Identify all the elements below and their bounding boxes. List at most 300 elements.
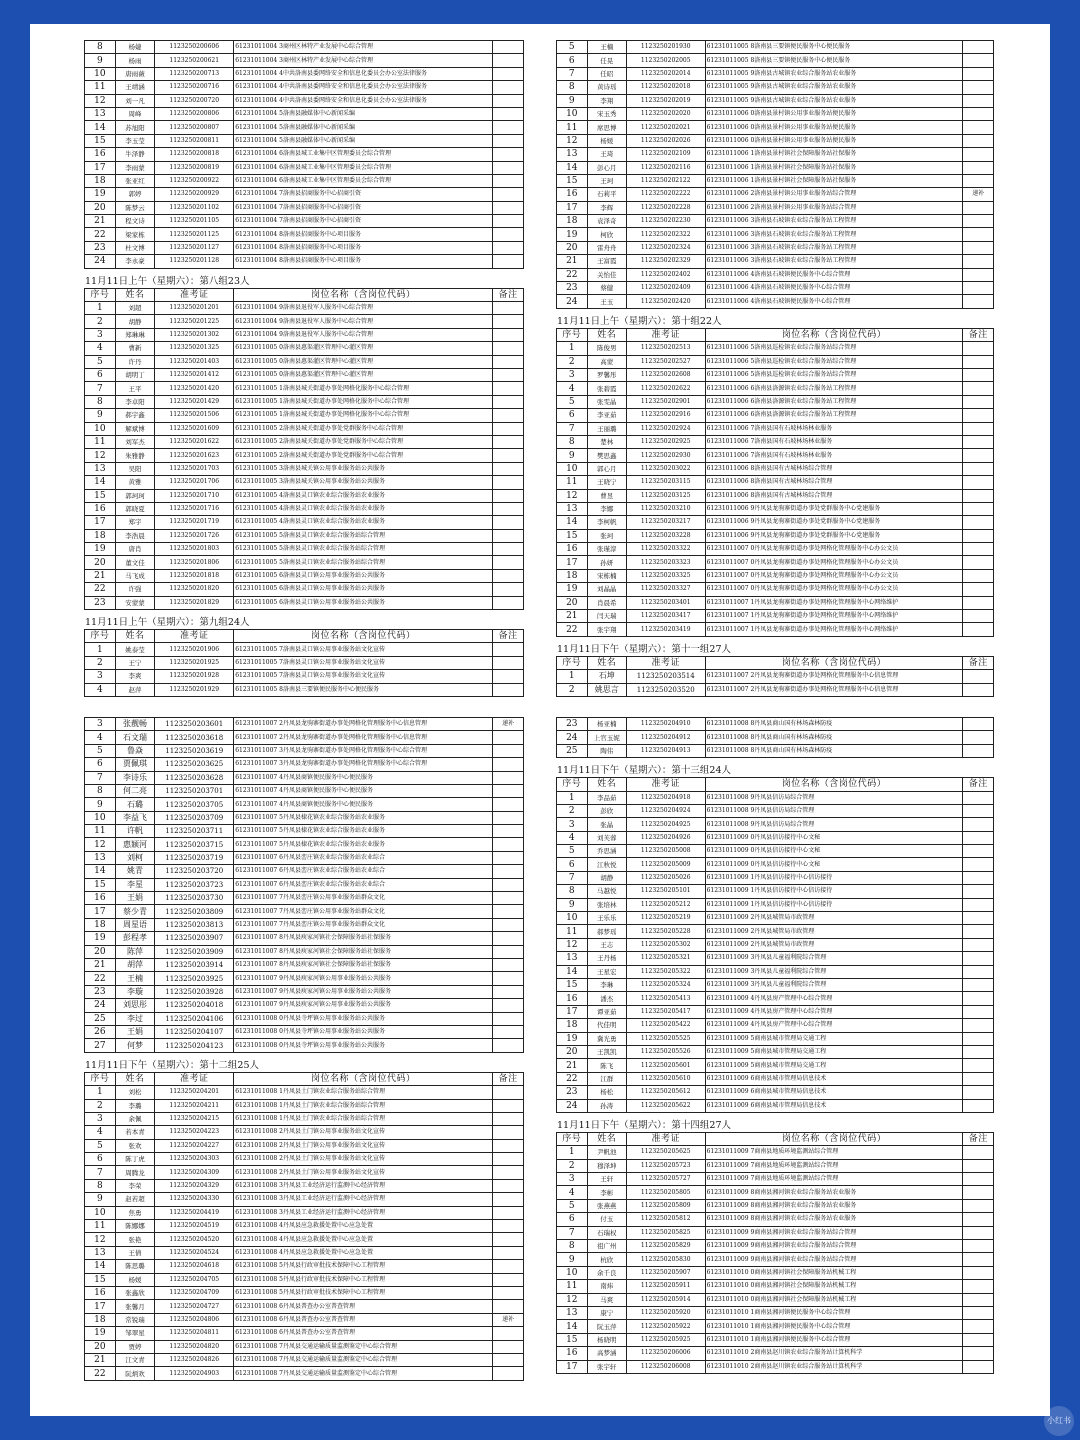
table-row: [557, 1213, 994, 1226]
table-row: [557, 845, 994, 858]
position-name: 61231011008 0丹凤县寺坪镇公用事业服务站公共服务: [234, 1039, 493, 1052]
position-name: 61231011010 0商南县湘河镇社会保障服务站机械工程: [705, 1266, 963, 1279]
position-name: 61231011008 2丹凤县土门镇公用事业服务站文化宣传: [234, 1166, 493, 1179]
exam-ticket-id: 1123250204913: [626, 744, 705, 757]
row-number: 10: [85, 422, 116, 435]
position-name: 61231011005 6洛南县灵口镇公用事业服务站公共服务: [234, 583, 493, 596]
exam-ticket-id: 1123250205622: [626, 1099, 705, 1112]
remark: [963, 228, 994, 241]
candidate-name: 姚泰莹: [115, 643, 155, 656]
row-number: 22: [85, 1367, 116, 1380]
remark: [493, 516, 524, 529]
remark: [963, 1045, 994, 1058]
exam-ticket-id: 1123250201726: [155, 529, 234, 542]
group-title: 11月11日上午（星期六）：第九组24人: [85, 617, 250, 629]
candidate-name: 贾佩琪: [115, 758, 155, 771]
remark: [493, 228, 524, 241]
row-number: 20: [85, 945, 116, 958]
table-row: [85, 771, 524, 784]
exam-ticket-id: 1123250202018: [626, 81, 705, 94]
candidate-name: 郝梦瑶: [587, 925, 626, 938]
exam-ticket-id: 1123250201225: [155, 315, 234, 328]
table-row: [557, 1072, 994, 1085]
position-name: 61231011005 5洛南县灵口镇农业综合服务站综合管理: [234, 529, 493, 542]
remark: [963, 148, 994, 161]
candidate-name: 张欢: [115, 1139, 155, 1152]
exam-ticket-id: 1123250205422: [626, 1019, 705, 1032]
remark: [493, 1112, 524, 1125]
row-number: 21: [557, 1059, 588, 1072]
exam-ticket-id: 1123250202924: [626, 422, 705, 435]
remark: [493, 670, 524, 683]
table-row: [557, 422, 994, 435]
remark: [963, 1019, 994, 1032]
position-name: 61231011006 0洛南县景村镇公用事业服务站便民服务: [705, 121, 963, 134]
remark: [963, 1072, 994, 1085]
position-name: 61231011005 8洛南县三要镇便民服务中心便民服务: [705, 54, 963, 67]
candidate-name: 许帆: [115, 825, 155, 838]
remark: [963, 395, 994, 408]
table-row: [85, 798, 524, 811]
candidate-name: 高蒙: [587, 355, 626, 368]
position-name: 61231011007 8丹凤县庾家河镇社会保障服务站社保服务: [234, 959, 493, 972]
remark: [493, 161, 524, 174]
exam-ticket-id: 1123250203022: [626, 462, 705, 475]
exam-ticket-id: 1123250204912: [626, 731, 705, 744]
remark: 递补: [963, 188, 994, 201]
row-number: 12: [85, 94, 116, 107]
candidate-name: 王倩: [115, 1246, 155, 1259]
candidate-name: 石坤: [587, 670, 626, 683]
row-number: 5: [557, 395, 588, 408]
candidate-name: 姚青: [115, 865, 155, 878]
header-name: 姓名: [115, 288, 155, 301]
remark: [493, 1012, 524, 1025]
exam-ticket-id: 1123250204419: [155, 1206, 234, 1219]
candidate-name: 王珂: [587, 174, 626, 187]
row-number: 21: [557, 255, 588, 268]
remark: [963, 992, 994, 1005]
table-row: [85, 556, 524, 569]
row-number: 13: [557, 502, 588, 515]
exam-ticket-id: 1123250201820: [155, 583, 234, 596]
exam-ticket-id: 1123250200716: [155, 81, 234, 94]
table-row: [557, 1059, 994, 1072]
position-name: 61231011009 9商南县湘河镇农业综合服务站综合管理: [705, 1240, 963, 1253]
remark: [493, 502, 524, 515]
candidate-name: 关怡佳: [587, 268, 626, 281]
remark: [963, 382, 994, 395]
exam-ticket-id: 1123250204303: [155, 1153, 234, 1166]
candidate-name: 刘晶晶: [587, 583, 626, 596]
exam-ticket-id: 1123250202527: [626, 355, 705, 368]
table-row: [557, 121, 994, 134]
row-number: 15: [557, 529, 588, 542]
position-name: 61231011004 6洛南县城工业集中区管理委员会综合管理: [234, 174, 493, 187]
row-number: 21: [85, 569, 116, 582]
row-number: 15: [85, 134, 116, 147]
table-row: [85, 215, 524, 228]
row-number: 14: [557, 161, 588, 174]
remark: [963, 1280, 994, 1293]
row-number: 3: [557, 368, 588, 381]
table-row: [85, 107, 524, 120]
candidate-name: 王志: [587, 938, 626, 951]
table-row: [85, 395, 524, 408]
remark: [493, 148, 524, 161]
exam-ticket-id: 1123250201925: [155, 656, 234, 669]
schedule-table: [556, 717, 994, 758]
table-row: [557, 831, 994, 844]
remark: [963, 623, 994, 636]
exam-ticket-id: 1123250203723: [155, 878, 234, 891]
candidate-name: 杨婕: [115, 41, 155, 54]
exam-ticket-id: 1123250202109: [626, 148, 705, 161]
remark: [963, 1146, 994, 1159]
exam-ticket-id: 1123250200720: [155, 94, 234, 107]
remark: [963, 81, 994, 94]
exam-ticket-id: 1123250205324: [626, 979, 705, 992]
table-row: [85, 784, 524, 797]
exam-ticket-id: 1123250202222: [626, 188, 705, 201]
candidate-name: 陈萍: [115, 945, 155, 958]
exam-ticket-id: 1123250202014: [626, 67, 705, 80]
table-row: [85, 1166, 524, 1179]
exam-ticket-id: 1123250205920: [626, 1306, 705, 1319]
exam-ticket-id: 1123250204330: [155, 1193, 234, 1206]
table-row: [557, 1226, 994, 1239]
schedule-block: [556, 315, 994, 637]
row-number: 11: [557, 1280, 588, 1293]
header-name: 姓名: [587, 778, 626, 791]
position-name: 61231011007 4丹凤县商镇便民服务中心便民服务: [234, 784, 493, 797]
table-row: [85, 838, 524, 851]
table-row: [85, 67, 524, 80]
table-row: [557, 201, 994, 214]
candidate-name: 潘杰: [587, 992, 626, 1005]
table-row: [557, 1159, 994, 1172]
table-row: [557, 992, 994, 1005]
position-name: 61231011007 2丹凤县龙驹寨街道办事处网格化管理服务中心信息管理: [234, 717, 493, 730]
exam-ticket-id: 1123250201719: [155, 516, 234, 529]
remark: [493, 435, 524, 448]
row-number: 18: [85, 529, 116, 542]
exam-ticket-id: 1123250205525: [626, 1032, 705, 1045]
remark: [493, 1193, 524, 1206]
candidate-name: 阮炳欢: [115, 1367, 155, 1380]
remark: [963, 952, 994, 965]
exam-ticket-id: 1123250201818: [155, 569, 234, 582]
position-name: 61231011009 5商南县城市管理局交通工程: [705, 1032, 963, 1045]
row-number: 11: [85, 825, 116, 838]
header-name: 姓名: [115, 1072, 155, 1085]
candidate-name: 李荣: [115, 1179, 155, 1192]
position-name: 61231011008 7丹凤县交通运输质量监测鉴定中心综合管理: [234, 1340, 493, 1353]
candidate-name: 王靖涵: [115, 81, 155, 94]
candidate-name: 樊思鑫: [587, 449, 626, 462]
exam-ticket-id: 1123250201506: [155, 409, 234, 422]
row-number: 23: [557, 717, 588, 730]
exam-ticket-id: 1123250200811: [155, 134, 234, 147]
candidate-name: 周星语: [115, 918, 155, 931]
remark: [493, 892, 524, 905]
row-number: 11: [557, 121, 588, 134]
remark: [963, 134, 994, 147]
watermark-logo: 小红书: [1044, 1406, 1074, 1436]
row-number: 22: [557, 1072, 588, 1085]
table-row: [85, 878, 524, 891]
schedule-block: [84, 275, 524, 610]
table-header-row: [557, 778, 994, 791]
exam-ticket-id: 1123250203628: [155, 771, 234, 784]
remark: [963, 556, 994, 569]
remark: [963, 1347, 994, 1360]
table-row: [557, 435, 994, 448]
candidate-name: 李品茹: [587, 791, 626, 804]
candidate-name: 袁泽奇: [587, 215, 626, 228]
remark: [493, 529, 524, 542]
row-number: 4: [85, 1126, 116, 1139]
row-number: 13: [557, 952, 588, 965]
remark: [493, 1233, 524, 1246]
row-number: 15: [85, 489, 116, 502]
table-row: [85, 1206, 524, 1219]
header-exam-id: 准考证: [626, 778, 705, 791]
schedule-block: [84, 703, 524, 1053]
row-number: 6: [85, 368, 116, 381]
position-name: 61231011007 9丹凤县庾家河镇公用事业服务站公共服务: [234, 985, 493, 998]
position-name: 61231011009 3丹凤县儿童福利院综合管理: [705, 979, 963, 992]
table-row: [557, 1306, 994, 1319]
table-row: [85, 1039, 524, 1052]
exam-ticket-id: 1123250202925: [626, 435, 705, 448]
remark: [963, 731, 994, 744]
row-number: 7: [85, 382, 116, 395]
remark: [493, 932, 524, 945]
exam-ticket-id: 1123250202622: [626, 382, 705, 395]
table-row: [557, 409, 994, 422]
candidate-name: 王轩: [587, 1173, 626, 1186]
remark: [963, 1266, 994, 1279]
table-row: [557, 134, 994, 147]
remark: [963, 121, 994, 134]
exam-ticket-id: 1123250205825: [626, 1226, 705, 1239]
candidate-name: 张晶: [587, 818, 626, 831]
exam-ticket-id: 1123250201128: [155, 255, 234, 268]
candidate-name: 李诗乐: [115, 771, 155, 784]
remark: [493, 1206, 524, 1219]
remark: [493, 683, 524, 696]
table-row: [557, 583, 994, 596]
candidate-name: 柯欣: [587, 228, 626, 241]
row-number: 8: [85, 395, 116, 408]
schedule-table: [84, 288, 524, 610]
schedule-table: [84, 629, 524, 697]
table-row: [85, 302, 524, 315]
candidate-name: 李永豪: [115, 255, 155, 268]
table-row: [85, 1367, 524, 1380]
remark: [493, 569, 524, 582]
candidate-name: 王楠: [115, 972, 155, 985]
table-row: [557, 161, 994, 174]
candidate-name: 江秋悦: [587, 858, 626, 871]
exam-ticket-id: 1123250205219: [626, 912, 705, 925]
row-number: 6: [557, 409, 588, 422]
position-name: 61231011005 1洛南县城关街道办事处网格化服务中心综合管理: [234, 395, 493, 408]
position-name: 61231011004 9洛南县退役军人服务中心综合管理: [234, 315, 493, 328]
table-header-row: [85, 1072, 524, 1085]
exam-ticket-id: 1123250205723: [626, 1159, 705, 1172]
candidate-name: 赵若超: [115, 1193, 155, 1206]
candidate-name: 谭亚茹: [587, 1005, 626, 1018]
row-number: 18: [85, 918, 116, 931]
row-number: 12: [557, 489, 588, 502]
position-name: 61231011006 7洛南县国有石坡林场林业服务: [705, 435, 963, 448]
table-row: [557, 1086, 994, 1099]
schedule-block: [556, 1119, 994, 1374]
table-row: [85, 543, 524, 556]
row-number: 17: [85, 161, 116, 174]
candidate-name: 石莉平: [587, 188, 626, 201]
table-row: [557, 516, 994, 529]
position-name: 61231011009 0丹凤县信访接待中心文秘: [705, 831, 963, 844]
remark: [493, 878, 524, 891]
position-name: 61231011008 0丹凤县寺坪镇公用事业服务站公共服务: [234, 1025, 493, 1038]
candidate-name: 高梦涵: [587, 1347, 626, 1360]
position-name: 61231011006 2洛南县景村镇公用事业服务站综合管理: [705, 201, 963, 214]
position-name: 61231011008 2丹凤县土门镇公用事业服务站文化宣传: [234, 1126, 493, 1139]
position-name: 61231011008 9丹凤县信访局综合管理: [705, 791, 963, 804]
exam-ticket-id: 1123250204709: [155, 1286, 234, 1299]
candidate-name: 康宁: [587, 1306, 626, 1319]
table-row: [85, 228, 524, 241]
table-row: [557, 979, 994, 992]
table-row: [85, 1153, 524, 1166]
exam-ticket-id: 1123250206006: [626, 1347, 705, 1360]
header-remark: 备注: [963, 778, 994, 791]
candidate-name: 蔡健: [587, 282, 626, 295]
row-number: 9: [85, 1193, 116, 1206]
exam-ticket-id: 1123250204926: [626, 831, 705, 844]
position-name: 61231011005 0洛南县惠渠灌区管理中心灌区管理: [234, 355, 493, 368]
exam-ticket-id: 1123250200929: [155, 188, 234, 201]
table-row: [557, 228, 994, 241]
table-row: [557, 255, 994, 268]
position-name: 61231011005 6洛南县灵口镇公用事业服务站公共服务: [234, 596, 493, 609]
remark: [963, 583, 994, 596]
row-number: 16: [85, 502, 116, 515]
exam-ticket-id: 1123250205322: [626, 965, 705, 978]
position-name: 61231011007 6丹凤县峦庄镇农业综合服务站农业综合: [234, 865, 493, 878]
exam-ticket-id: 1123250204309: [155, 1166, 234, 1179]
candidate-name: 安蒙蒙: [115, 596, 155, 609]
table-row: [557, 54, 994, 67]
exam-ticket-id: 1123250204519: [155, 1220, 234, 1233]
exam-ticket-id: 1123250205727: [626, 1173, 705, 1186]
header-exam-id: 准考证: [155, 630, 234, 643]
position-name: 61231011008 8丹凤县商山国有林场森林防疫: [705, 717, 963, 730]
position-name: 61231011006 9丹凤县龙驹寨街道办事处党群服务中心党建服务: [705, 502, 963, 515]
table-row: [557, 556, 994, 569]
candidate-name: 胡明丁: [115, 368, 155, 381]
table-row: [85, 255, 524, 268]
exam-ticket-id: 1123250203720: [155, 865, 234, 878]
header-position: 岗位名称（含岗位代码）: [705, 778, 963, 791]
remark: [493, 342, 524, 355]
header-no: 序号: [557, 778, 588, 791]
group-title: 11月11日上午（星期六）：第十组22人: [557, 315, 722, 327]
remark: [493, 1086, 524, 1099]
remark: [493, 422, 524, 435]
candidate-name: 周峰: [115, 107, 155, 120]
candidate-name: 蔡少青: [115, 905, 155, 918]
candidate-name: 彭心月: [587, 161, 626, 174]
position-name: 61231011007 0丹凤县龙驹寨街道办事处网格化管理服务中心办公文员: [705, 543, 963, 556]
table-row: [557, 107, 994, 120]
candidate-name: 彭程孝: [115, 932, 155, 945]
candidate-name: 李卓阳: [115, 395, 155, 408]
table-row: [85, 918, 524, 931]
table-row: [557, 683, 994, 696]
row-number: 1: [557, 791, 588, 804]
candidate-name: 王富霞: [587, 255, 626, 268]
remark: [493, 382, 524, 395]
candidate-name: 王晓宁: [587, 476, 626, 489]
position-name: 61231011005 5洛南县灵口镇农业综合服务站综合管理: [234, 556, 493, 569]
position-name: 61231011007 3丹凤县龙驹寨街道办事处网格化管理服务中心综合管理: [234, 744, 493, 757]
row-number: 17: [557, 1005, 588, 1018]
candidate-name: 王宁: [115, 656, 155, 669]
row-number: 1: [85, 643, 116, 656]
position-name: 61231011006 6洛南县洛源镇农业综合服务站工程管理: [705, 395, 963, 408]
position-name: 61231011006 1洛南县景村镇社会保障服务站社保服务: [705, 148, 963, 161]
header-exam-id: 准考证: [626, 656, 705, 669]
position-name: 61231011008 2丹凤县土门镇公用事业服务站文化宣传: [234, 1139, 493, 1152]
table-row: [85, 683, 524, 696]
exam-ticket-id: 1123250205413: [626, 992, 705, 1005]
candidate-name: 苏旭阳: [115, 121, 155, 134]
row-number: 12: [85, 1233, 116, 1246]
remark: [493, 1025, 524, 1038]
exam-ticket-id: 1123250203401: [626, 596, 705, 609]
candidate-name: 杨雨: [115, 54, 155, 67]
remark: [963, 717, 994, 730]
table-row: [557, 912, 994, 925]
remark: [493, 81, 524, 94]
exam-ticket-id: 1123250202916: [626, 409, 705, 422]
table-row: [85, 999, 524, 1012]
remark: [963, 435, 994, 448]
position-name: 61231011008 2丹凤县土门镇公用事业服务站文化宣传: [234, 1153, 493, 1166]
candidate-name: 杨松: [587, 1086, 626, 1099]
candidate-name: 刘思彤: [115, 999, 155, 1012]
candidate-name: 王星宏: [587, 965, 626, 978]
table-row: [557, 952, 994, 965]
row-number: 16: [85, 1286, 116, 1299]
table-row: [557, 610, 994, 623]
position-name: 61231011004 4中共洛南县委网络安全和信息化委员会办公室法律服务: [234, 67, 493, 80]
right-column: [556, 40, 994, 1380]
table-row: [557, 1099, 994, 1112]
header-name: 姓名: [115, 630, 155, 643]
row-number: 16: [557, 543, 588, 556]
table-row: [85, 905, 524, 918]
schedule-table: [556, 40, 994, 309]
row-number: 17: [557, 201, 588, 214]
candidate-name: 李星: [115, 878, 155, 891]
row-number: 20: [85, 201, 116, 214]
position-name: 61231011009 1丹凤县信访接待中心信访接待: [705, 885, 963, 898]
